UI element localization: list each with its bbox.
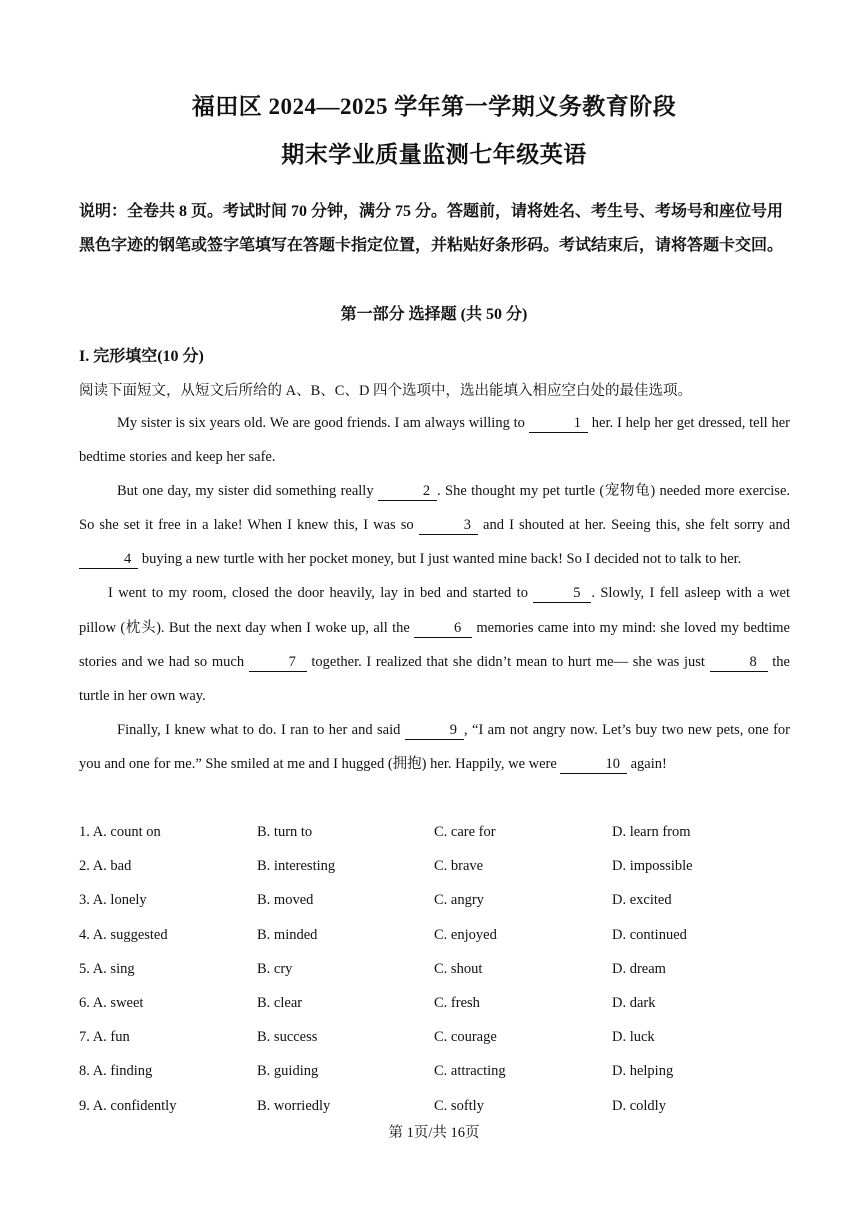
option-c: C. courage [434,1029,497,1046]
option-c: C. brave [434,858,484,875]
passage-text: together. I realized that she didn’t mean to hurt me— she was just [306,653,710,670]
option-row-6 [79,989,799,1023]
passage-paragraph-1 [79,406,790,474]
option-c: C. softly [434,1097,484,1114]
passage-text: My sister is six years old. We are good friends. I am always willing to [117,415,529,431]
option-d: D. excited [612,892,672,909]
passage-text: memories came into my mind: she loved my bedtime stories and we had so much [79,619,790,670]
option-b: B. cry [257,960,293,977]
option-b: B. guiding [257,1063,319,1080]
option-a: 4. A. suggested [79,926,168,943]
passage-paragraph-2 [79,474,790,576]
passage-text: and I shouted at her. Seeing this, she felt sorry and [477,517,790,534]
option-a: 1. A. count on [79,824,161,840]
option-d: D. impossible [612,858,693,875]
option-b: B. moved [257,892,314,909]
option-b: B. interesting [257,858,336,875]
option-a: 3. A. lonely [79,892,147,909]
option-c: C. angry [434,892,484,909]
answer-options [79,818,799,1126]
option-row-3 [79,886,799,920]
blank-1: 1 [529,414,588,433]
option-b: B. minded [257,926,318,943]
option-c: C. shout [434,960,483,977]
blank-2: 2 [378,482,437,501]
option-c: C. fresh [434,994,480,1011]
option-a: 8. A. finding [79,1063,153,1080]
option-d: D. coldly [612,1097,666,1114]
passage-text: Finally, I knew what to do. I ran to her and said [117,721,405,738]
option-row-1 [79,818,799,852]
blank-9: 9 [405,721,464,740]
option-d: D. continued [612,926,687,943]
passage-text: , “I am not angry now. Let’s buy two new pets, one for you and one for me.” She smiled at me and I hugged (拥抱) her. Happily, we were [79,721,790,772]
exam-title-line1: 福田区 2024—2025 学年第一学期义务教育阶段 [191,94,677,119]
page-number-footer: 第 1页/共 16页 [388,1125,480,1141]
exam-title-line2: 期末学业质量监测七年级英语 [281,142,587,167]
blank-4: 4 [79,550,138,569]
section-heading: I. 完形填空(10 分) [79,348,204,365]
passage-text: . Slowly, I fell asleep with a wet pillow (枕头). But the next day when I woke up, all the [79,585,790,636]
passage-text: I went to my room, closed the door heavily, lay in bed and started to [108,585,534,602]
passage-text: . She thought my pet turtle (宠物龟) needed more exercise. So she set it free in a lake! When I knew this, I was so [79,483,791,534]
option-a: 5. A. sing [79,960,135,977]
option-b: B. success [257,1029,318,1046]
option-a: 2. A. bad [79,858,132,875]
passage-paragraph-3 [79,576,790,712]
option-b: B. clear [257,994,303,1011]
exam-instructions-note: 说明：全卷共 8 页。考试时间 70 分钟，满分 75 分。答题前，请将姓名、考生号、考场号和座位号用黑色字迹的钢笔或签字笔填写在答题卡指定位置，并粘贴好条形码。考试结束后，请将答题卡交回。 [79,203,784,254]
option-d: D. learn from [612,824,691,840]
option-row-8 [79,1057,799,1091]
blank-10: 10 [560,755,627,774]
blank-3: 3 [419,516,478,535]
option-d: D. luck [612,1029,655,1046]
option-a: 6. A. sweet [79,994,144,1011]
option-row-2 [79,852,799,886]
passage-paragraph-4 [79,713,790,781]
option-d: D. dream [612,960,666,977]
passage-text: But one day, my sister did something really [117,483,378,500]
part-heading: 第一部分 选择题 (共 50 分) [340,306,528,323]
passage-text: the turtle in her own way. [79,653,790,704]
option-b: B. worriedly [257,1097,331,1114]
option-row-4 [79,921,799,955]
blank-8: 8 [710,653,768,672]
cloze-passage [79,406,790,781]
option-a: 9. A. confidently [79,1097,177,1114]
option-c: C. attracting [434,1063,506,1080]
option-d: D. dark [612,994,656,1011]
option-c: C. care for [434,824,496,840]
option-row-7 [79,1023,799,1057]
option-a: 7. A. fun [79,1029,130,1046]
blank-6: 6 [414,619,472,638]
option-b: B. turn to [257,824,313,840]
passage-text: buying a new turtle with her pocket money, but I just wanted mine back! So I decided not to talk to her. [138,551,742,568]
option-d: D. helping [612,1063,674,1080]
section-instruction: 阅读下面短文，从短文后所给的 A、B、C、D 四个选项中，选出能填入相应空白处的最佳选项。 [79,383,693,399]
passage-text: again! [626,755,667,772]
blank-7: 7 [249,653,307,672]
passage-text: her. I help her get dressed, tell her bedtime stories and keep her safe. [79,415,790,466]
option-row-5 [79,955,799,989]
blank-5: 5 [533,584,591,603]
option-c: C. enjoyed [434,926,497,943]
